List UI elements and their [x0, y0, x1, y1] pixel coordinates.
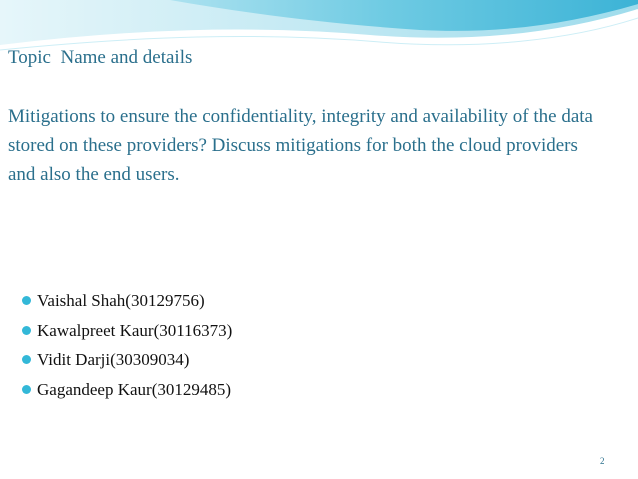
bullet-icon [22, 355, 31, 364]
bullet-icon [22, 385, 31, 394]
member-name: Vidit Darji(30309034) [37, 350, 190, 369]
member-item [22, 286, 232, 316]
member-item [22, 316, 232, 346]
member-name: Kawalpreet Kaur(30116373) [37, 320, 233, 340]
page-number: 2 [600, 456, 605, 466]
member-name: Vaishal Shah(30129756) [37, 291, 205, 310]
slide-title: Topic Name and details [8, 47, 193, 68]
member-name: Gagandeep Kaur(30129485) [37, 379, 232, 399]
bullet-icon [22, 296, 31, 305]
slide-body-text: Mitigations to ensure the confidentiality, integrity and availability of the data stored on these providers? Discuss mitigations for both the cloud providers and also the end users. [8, 106, 593, 185]
member-item [22, 345, 232, 375]
member-list [22, 286, 232, 404]
member-item [22, 375, 232, 405]
bullet-icon [22, 326, 31, 335]
